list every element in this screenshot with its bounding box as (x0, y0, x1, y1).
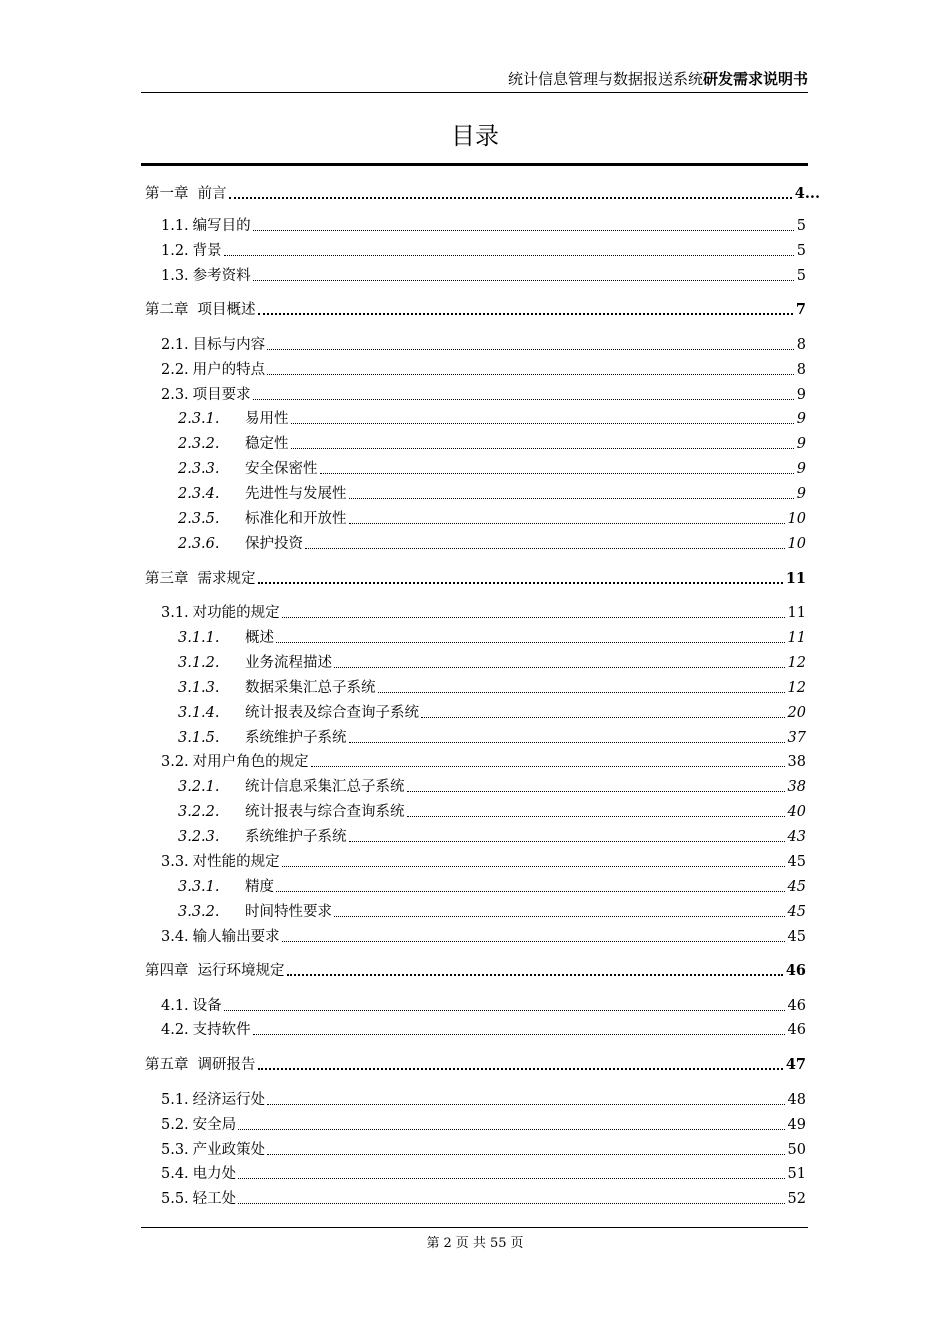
toc-entry-page: 9 (796, 436, 806, 452)
toc-entry-page: 47 (785, 1056, 806, 1073)
toc-entry-number: 第一章 (145, 186, 189, 202)
toc-entry[interactable] (161, 1137, 806, 1159)
toc-leader-dots (334, 916, 785, 917)
toc-entry-label: 需求规定 (197, 571, 256, 587)
toc-entry[interactable] (161, 1161, 806, 1183)
toc-leader-dots (349, 841, 785, 842)
toc-entry[interactable] (178, 531, 806, 553)
toc-entry-number: 3.1. (161, 605, 189, 621)
toc-entry-label: 调研报告 (197, 1057, 256, 1073)
toc-entry-page: 45 (787, 854, 806, 870)
toc-leader-dots (267, 349, 794, 350)
toc-entry-page: 9 (796, 411, 806, 427)
toc-entry-label: 产业政策处 (192, 1142, 266, 1158)
toc-leader-dots (238, 1129, 784, 1130)
toc-entry-page: 4... (794, 185, 820, 202)
toc-chapter-entry[interactable] (145, 1052, 806, 1074)
toc-entry-number: 2.1. (161, 337, 189, 353)
toc-entry-label: 易用性 (245, 411, 289, 427)
toc-entry-label: 项目要求 (192, 387, 251, 403)
toc-entry-page: 46 (785, 962, 806, 979)
toc-entry-page: 7 (795, 301, 806, 318)
toc-leader-dots (276, 642, 785, 643)
header-title-bold: 研发需求说明书 (702, 70, 808, 88)
toc-entry-label: 输人输出要求 (192, 929, 280, 945)
toc-entry-page: 38 (787, 754, 806, 770)
toc-leader-dots (349, 498, 794, 499)
toc-entry[interactable] (161, 332, 806, 354)
toc-entry[interactable] (178, 700, 806, 722)
toc-entry[interactable] (178, 406, 806, 428)
toc-entry-number: 3.1.2. (178, 655, 220, 671)
toc-entry-number: 3.2.1. (178, 779, 220, 795)
toc-entry-number: 3.2.3. (178, 829, 220, 845)
toc-entry[interactable] (161, 382, 806, 404)
toc-entry-number: 3.3.2. (178, 904, 220, 920)
toc-entry[interactable] (161, 213, 806, 235)
toc-entry-number: 3.4. (161, 929, 189, 945)
toc-entry-label: 对用户角色的规定 (192, 754, 309, 770)
footer-current-page: 2 (443, 1236, 452, 1251)
toc-entry-label: 轻工处 (192, 1191, 237, 1207)
toc-entry[interactable] (161, 1112, 806, 1134)
toc-entry-page: 11 (785, 570, 806, 587)
toc-entry-page: 52 (787, 1191, 806, 1207)
toc-entry-number: 5.2. (161, 1117, 189, 1133)
toc-entry-label: 目标与内容 (192, 337, 266, 353)
toc-entry-page: 43 (787, 829, 806, 845)
toc-title: 目录 (451, 122, 499, 150)
toc-entry-page: 51 (787, 1166, 806, 1182)
toc-entry-label: 时间特性要求 (245, 904, 332, 920)
toc-entry-label: 数据采集汇总子系统 (245, 680, 376, 696)
toc-entry-number: 5.5. (161, 1191, 189, 1207)
toc-entry[interactable] (178, 899, 806, 921)
toc-entry[interactable] (161, 238, 806, 260)
toc-entry[interactable] (161, 1186, 806, 1208)
toc-entry-number: 2.3.3. (178, 461, 220, 477)
toc-entry-page: 20 (787, 705, 806, 721)
toc-entry[interactable] (161, 993, 806, 1015)
footer-rule (141, 1227, 808, 1228)
toc-leader-dots (282, 866, 785, 867)
toc-entry[interactable] (178, 725, 806, 747)
toc-leader-dots (320, 473, 794, 474)
toc-entry-page: 5 (796, 268, 806, 284)
toc-entry-label: 运行环境规定 (197, 963, 285, 979)
toc-leader-dots (258, 1068, 783, 1070)
toc-leader-dots (378, 692, 785, 693)
toc-entry-page: 9 (796, 461, 806, 477)
toc-entry-number: 第二章 (145, 302, 189, 318)
toc-leader-dots (229, 197, 792, 199)
toc-leader-dots (238, 1178, 784, 1179)
toc-entry[interactable] (178, 650, 806, 672)
toc-entry-number: 2.3.5. (178, 511, 220, 527)
toc-entry[interactable] (161, 849, 806, 871)
toc-entry-page: 10 (787, 511, 806, 527)
toc-entry-label: 标准化和开放性 (245, 511, 347, 527)
toc-entry-page: 46 (787, 998, 806, 1014)
toc-entry-label: 稳定性 (245, 436, 289, 452)
toc-entry-page: 38 (787, 779, 806, 795)
toc-entry-page: 9 (796, 387, 806, 403)
toc-entry-number: 3.1.1. (178, 630, 220, 646)
toc-entry-number: 2.3.6. (178, 536, 220, 552)
toc-leader-dots (407, 816, 785, 817)
toc-entry[interactable] (178, 774, 806, 796)
toc-entry-label: 统计信息采集汇总子系统 (245, 779, 405, 795)
toc-leader-dots (349, 523, 785, 524)
toc-entry-label: 保护投资 (245, 536, 303, 552)
toc-entry-number: 4.1. (161, 998, 189, 1014)
toc-leader-dots (311, 766, 785, 767)
toc-leader-dots (267, 1104, 784, 1105)
toc-leader-dots (349, 742, 785, 743)
toc-entry-page: 46 (787, 1022, 806, 1038)
toc-entry-number: 5.1. (161, 1092, 189, 1108)
toc-leader-dots (305, 548, 785, 549)
toc-chapter-entry[interactable] (145, 297, 806, 319)
footer-middle: 页 共 (455, 1236, 486, 1251)
toc-entry-label: 对功能的规定 (192, 605, 280, 621)
toc-entry-number: 5.4. (161, 1166, 189, 1182)
toc-chapter-entry[interactable] (145, 958, 806, 980)
toc-entry-page: 45 (787, 929, 806, 945)
toc-entry-label: 安全局 (192, 1117, 237, 1133)
toc-entry-label: 安全保密性 (245, 461, 318, 477)
toc-entry-label: 编写目的 (192, 218, 251, 234)
toc-entry-page: 11 (787, 630, 806, 646)
toc-entry-label: 概述 (245, 630, 274, 646)
footer-suffix: 页 (510, 1236, 524, 1251)
toc-leader-dots (253, 280, 794, 281)
toc-entry-number: 2.3.1. (178, 411, 220, 427)
toc-entry-number: 2.3.4. (178, 486, 220, 502)
toc-entry-number: 1.2. (161, 243, 189, 259)
toc-entry-page: 5 (796, 218, 806, 234)
toc-entry-label: 参考资料 (192, 268, 251, 284)
toc-entry[interactable] (161, 924, 806, 946)
toc-leader-dots (224, 255, 794, 256)
toc-entry-label: 统计报表与综合查询系统 (245, 804, 405, 820)
toc-entry[interactable] (161, 1087, 806, 1109)
toc-leader-dots (253, 230, 794, 231)
toc-entry-number: 1.1. (161, 218, 189, 234)
toc-entry-label: 设备 (192, 998, 222, 1014)
toc-leader-dots (287, 974, 783, 976)
toc-leader-dots (276, 891, 785, 892)
toc-entry[interactable] (161, 1017, 806, 1039)
toc-entry-number: 2.3. (161, 387, 189, 403)
toc-entry[interactable] (161, 357, 806, 379)
toc-leader-dots (291, 423, 794, 424)
toc-entry-number: 3.3.1. (178, 879, 220, 895)
toc-entry-number: 2.2. (161, 362, 189, 378)
toc-entry-label: 系统维护子系统 (245, 829, 347, 845)
toc-entry-label: 经济运行处 (192, 1092, 266, 1108)
toc-entry-number: 3.3. (161, 854, 189, 870)
toc-entry[interactable] (178, 431, 806, 453)
toc-entry-label: 前言 (197, 186, 227, 202)
toc-entry[interactable] (178, 675, 806, 697)
toc-entry-page: 37 (787, 730, 806, 746)
toc-entry-page: 40 (787, 804, 806, 820)
toc-entry-page: 11 (787, 605, 806, 621)
toc-entry-number: 4.2. (161, 1022, 189, 1038)
toc-leader-dots (253, 1034, 785, 1035)
toc-leader-dots (421, 717, 785, 718)
toc-entry-number: 5.3. (161, 1142, 189, 1158)
toc-leader-dots (282, 941, 785, 942)
toc-entry-label: 对性能的规定 (192, 854, 280, 870)
toc-entry-label: 支持软件 (192, 1022, 251, 1038)
toc-entry-number: 第四章 (145, 963, 189, 979)
toc-entry[interactable] (178, 481, 806, 503)
toc-entry-number: 3.1.5. (178, 730, 220, 746)
toc-entry-label: 背景 (192, 243, 222, 259)
toc-entry-number: 2.3.2. (178, 436, 220, 452)
toc-entry-number: 3.2.2. (178, 804, 220, 820)
footer-prefix: 第 (426, 1236, 440, 1251)
toc-chapter-entry[interactable] (145, 566, 806, 588)
toc-entry-number: 3.1.4. (178, 705, 220, 721)
footer-total-pages: 55 (489, 1236, 507, 1251)
toc-entry-page: 9 (796, 486, 806, 502)
toc-entry[interactable] (178, 506, 806, 528)
toc-entry-label: 精度 (245, 879, 274, 895)
toc-leader-dots (334, 667, 785, 668)
toc-entry-page: 12 (787, 655, 806, 671)
toc-entry[interactable] (178, 456, 806, 478)
page-footer (0, 1232, 950, 1251)
toc-entry-number: 第五章 (145, 1057, 189, 1073)
toc-entry-label: 项目概述 (197, 302, 256, 318)
toc-entry-page: 45 (787, 879, 806, 895)
toc-entry-page: 5 (796, 243, 806, 259)
toc-entry-number: 3.1.3. (178, 680, 220, 696)
toc-entry-number: 1.3. (161, 268, 189, 284)
toc-leader-dots (238, 1203, 784, 1204)
toc-leader-dots (224, 1010, 785, 1011)
toc-entry-label: 用户的特点 (192, 362, 266, 378)
toc-leader-dots (258, 582, 783, 584)
toc-entry-label: 系统维护子系统 (245, 730, 347, 746)
toc-entry-page: 45 (787, 904, 806, 920)
toc-entry-page: 10 (787, 536, 806, 552)
toc-entry[interactable] (161, 263, 806, 285)
toc-entry[interactable] (178, 799, 806, 821)
toc-leader-dots (258, 313, 793, 315)
toc-entry-page: 49 (787, 1117, 806, 1133)
toc-entry[interactable] (161, 749, 806, 771)
toc-entry[interactable] (161, 600, 806, 622)
toc-leader-dots (407, 791, 785, 792)
toc-entry-page: 48 (787, 1092, 806, 1108)
toc-entry[interactable] (178, 824, 806, 846)
toc-entry-label: 统计报表及综合查询子系统 (245, 705, 419, 721)
toc-entry-page: 8 (796, 362, 806, 378)
header-title-plain: 统计信息管理与数据报送系统 (507, 70, 703, 88)
toc-entry-label: 业务流程描述 (245, 655, 332, 671)
toc-entry-page: 12 (787, 680, 806, 696)
toc-leader-dots (267, 1154, 784, 1155)
toc-leader-dots (291, 448, 794, 449)
toc-leader-dots (253, 399, 794, 400)
toc-entry-number: 第三章 (145, 571, 189, 587)
toc-entry-label: 电力处 (192, 1166, 237, 1182)
toc-leader-dots (267, 374, 794, 375)
toc-entry-number: 3.2. (161, 754, 189, 770)
toc-entry-page: 8 (796, 337, 806, 353)
toc-entry-label: 先进性与发展性 (245, 486, 347, 502)
toc-chapter-entry[interactable] (145, 181, 820, 203)
toc-entry-page: 50 (787, 1142, 806, 1158)
toc-entry[interactable] (178, 625, 806, 647)
toc-leader-dots (282, 617, 785, 618)
toc-entry[interactable] (178, 874, 806, 896)
